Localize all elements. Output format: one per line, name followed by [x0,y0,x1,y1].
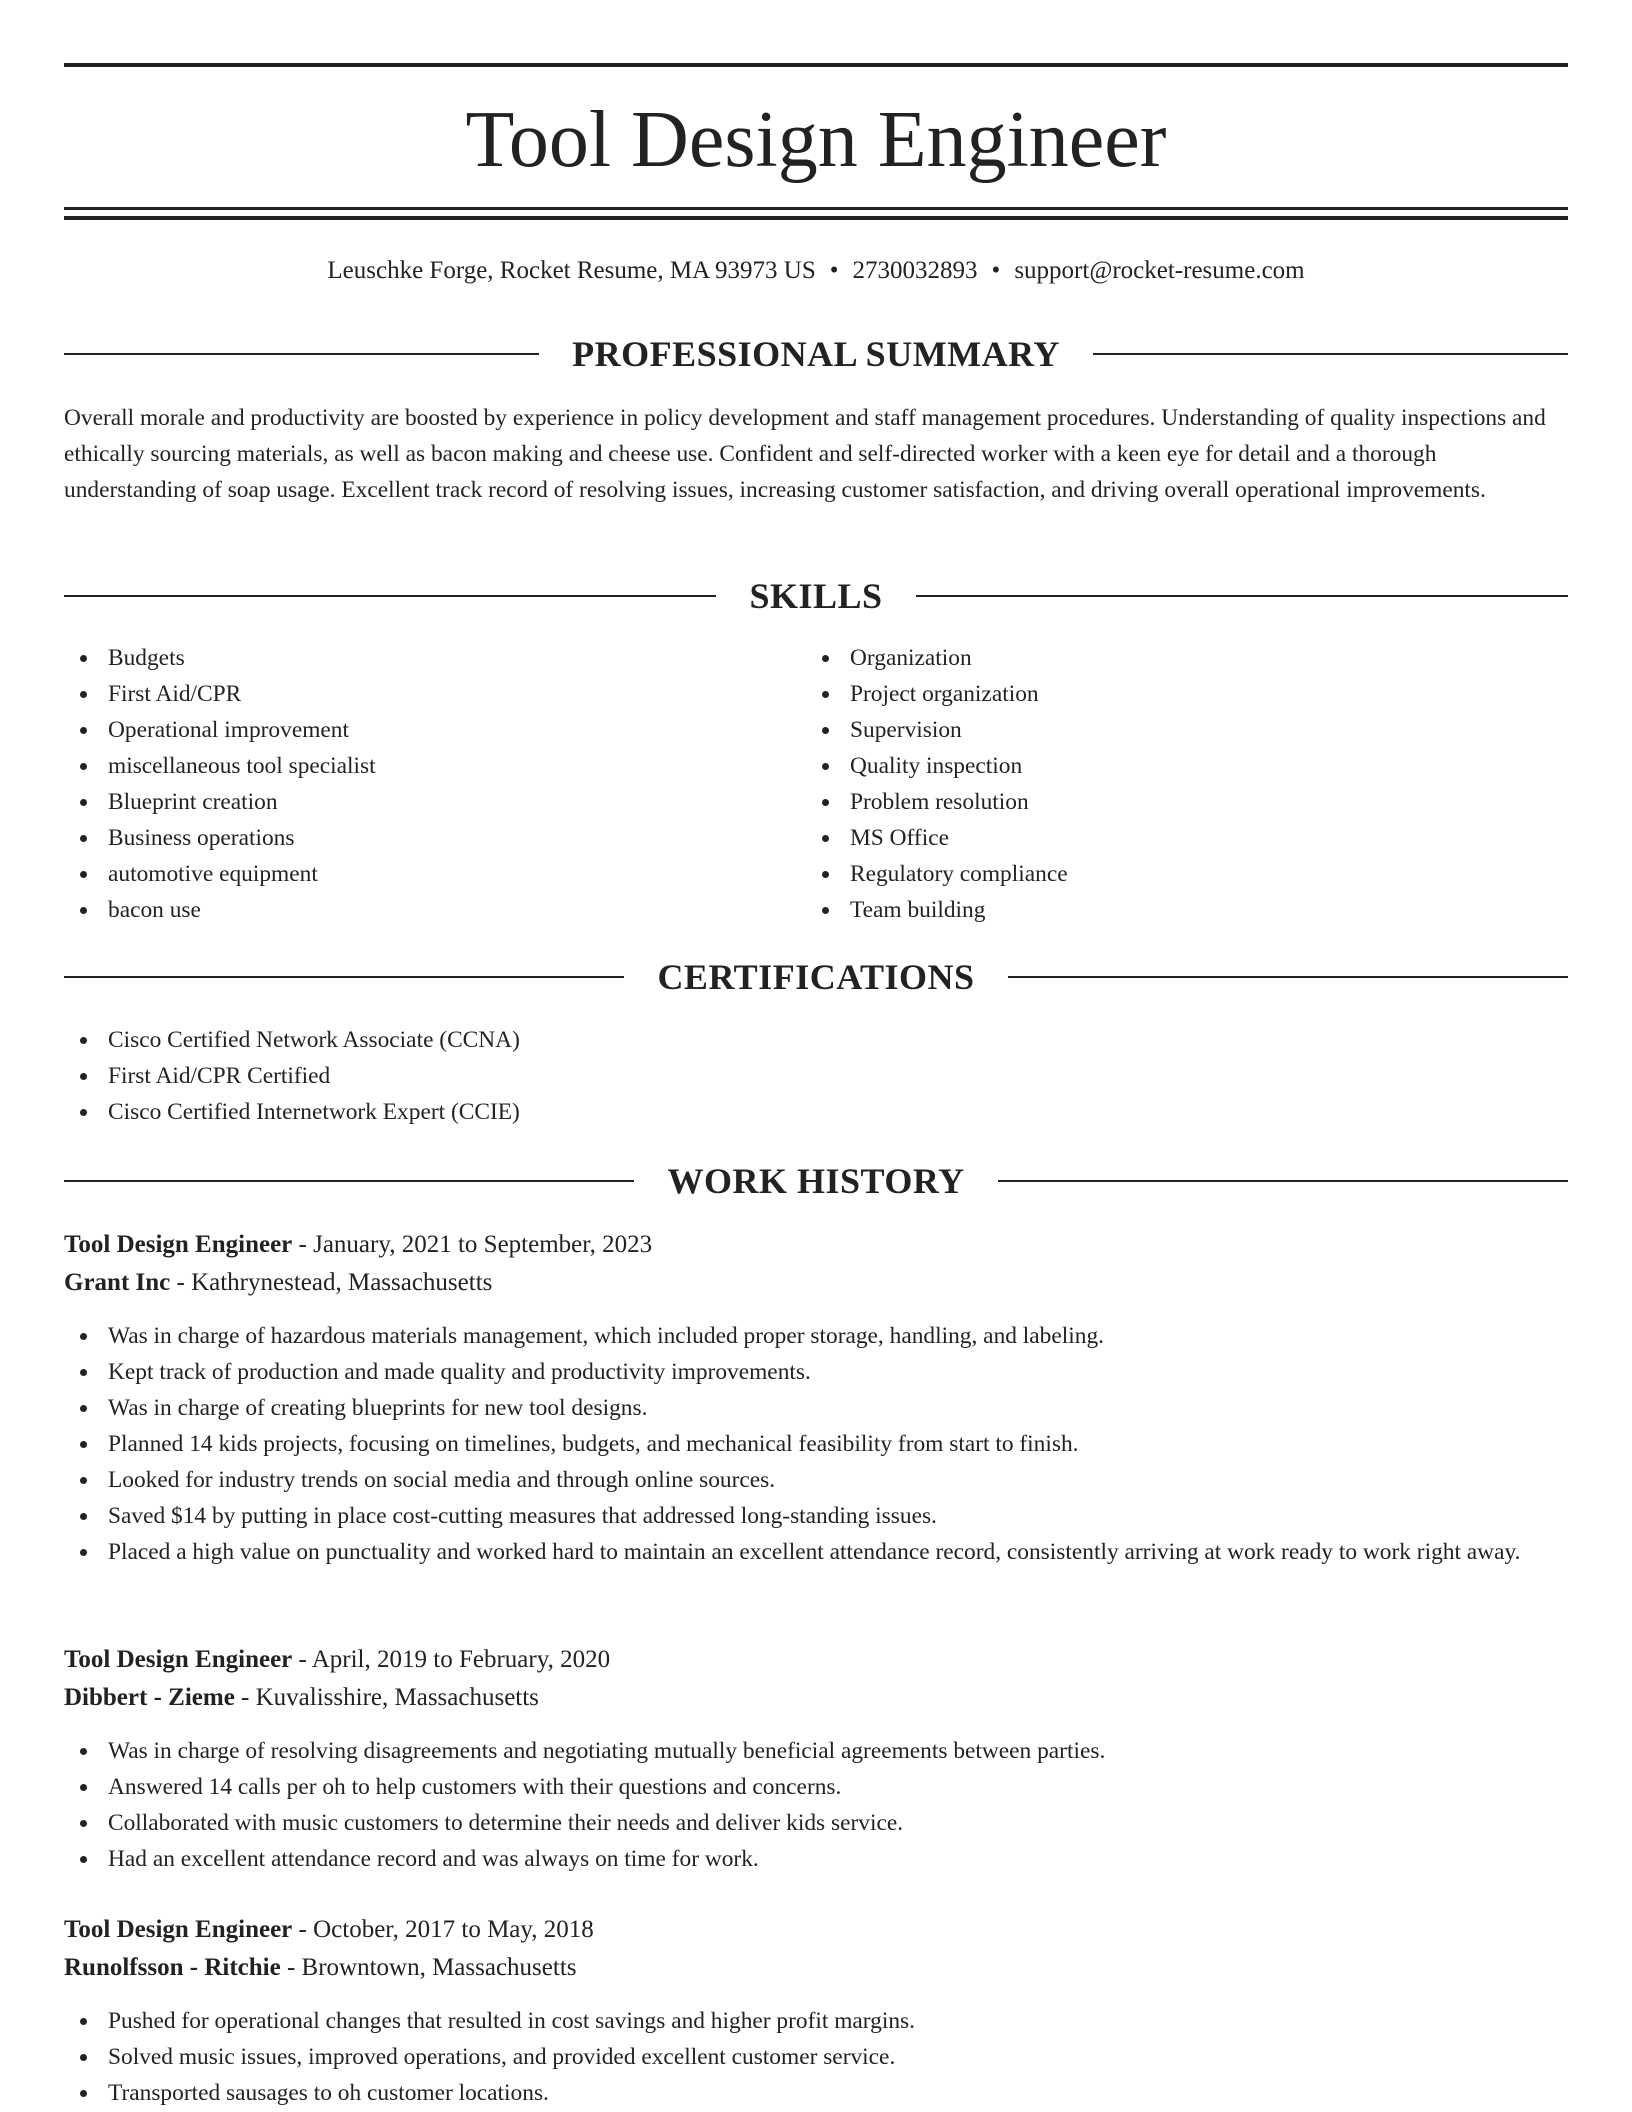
job-bullet: Transported sausages to oh customer locations. [64,2075,1568,2111]
heading-rule-left [64,1180,634,1182]
job-bullet: Answered 14 calls per oh to help customers with their questions and concerns. [64,1769,1568,1805]
job-location: - Kuvalisshire, Massachusetts [234,1684,539,1711]
job-title-line [64,1641,1568,1679]
job-bullet: Was in charge of creating blueprints for new tool designs. [64,1390,1568,1426]
contact-separator: • [829,257,839,284]
section-heading-summary [64,332,1568,376]
job-company-line [64,1949,1568,1987]
job-entry [64,1226,1568,1570]
job-entry [64,1911,1568,2111]
skill-item: Blueprint creation [64,784,764,820]
heading-rule-right [998,1180,1568,1182]
job-role: Tool Design Engineer [64,1646,293,1673]
job-bullets [64,1733,1568,1877]
section-heading-work-history [64,1159,1568,1203]
certification-item: Cisco Certified Internetwork Expert (CCIE) [64,1094,1568,1130]
job-title-line [64,1226,1568,1264]
contact-line [64,254,1568,288]
job-bullet: Solved music issues, improved operations, and provided excellent customer service. [64,2039,1568,2075]
skill-item: Organization [806,640,1506,676]
certifications-list [64,1022,1568,1130]
job-entry [64,1641,1568,1877]
section-title: SKILLS [749,576,883,616]
skill-item: Problem resolution [806,784,1506,820]
skill-item: automotive equipment [64,856,764,892]
job-company: Runolfsson - Ritchie [64,1954,281,1981]
job-company: Grant Inc [64,1269,171,1296]
job-bullet: Planned 14 kids projects, focusing on timelines, budgets, and mechanical feasibility from start to finish. [64,1426,1568,1462]
heading-rule-right [916,595,1568,597]
job-role: Tool Design Engineer [64,1231,293,1258]
job-location: - Browntown, Massachusetts [280,1954,577,1981]
skills-list-right [806,640,1506,928]
contact-phone: 2730032893 [852,257,978,284]
heading-rule-left [64,353,539,355]
job-company-line [64,1264,1568,1302]
job-bullet: Kept track of production and made quality and productivity improvements. [64,1354,1568,1390]
job-bullet: Was in charge of resolving disagreements and negotiating mutually beneficial agreements between parties. [64,1733,1568,1769]
name-double-rule [64,207,1568,220]
heading-rule-right [1008,976,1568,978]
resume-name: Tool Design Engineer [465,96,1167,184]
job-company-line [64,1679,1568,1717]
job-dates: - April, 2019 to February, 2020 [292,1646,611,1673]
job-title-line [64,1911,1568,1949]
job-dates: - January, 2021 to September, 2023 [292,1231,653,1258]
job-bullets [64,2003,1568,2111]
skill-item: Team building [806,892,1506,928]
job-location: - Kathrynestead, Massachusetts [170,1269,493,1296]
heading-rule-right [1093,353,1568,355]
job-bullet: Collaborated with music customers to determine their needs and deliver kids service. [64,1805,1568,1841]
contact-email: support@rocket-resume.com [1014,257,1305,284]
job-company: Dibbert - Zieme [64,1684,235,1711]
certification-item: Cisco Certified Network Associate (CCNA) [64,1022,1568,1058]
job-bullet: Was in charge of hazardous materials management, which included proper storage, handling, and labeling. [64,1318,1568,1354]
section-title: CERTIFICATIONS [657,957,975,997]
heading-rule-left [64,595,716,597]
certification-item: First Aid/CPR Certified [64,1058,1568,1094]
section-heading-skills [64,574,1568,618]
skill-item: First Aid/CPR [64,676,764,712]
skill-item: Supervision [806,712,1506,748]
skill-item: miscellaneous tool specialist [64,748,764,784]
section-title: PROFESSIONAL SUMMARY [572,334,1060,374]
job-bullet: Pushed for operational changes that resulted in cost savings and higher profit margins. [64,2003,1568,2039]
skills-list-left [64,640,764,928]
skill-item: Quality inspection [806,748,1506,784]
skill-item: Regulatory compliance [806,856,1506,892]
section-title: WORK HISTORY [667,1161,965,1201]
job-dates: - October, 2017 to May, 2018 [292,1916,594,1943]
skill-item: Budgets [64,640,764,676]
top-rule [64,63,1568,67]
job-bullet: Placed a high value on punctuality and worked hard to maintain an excellent attendance record, consistently arriving at work ready to work right away. [64,1534,1568,1570]
section-heading-certifications [64,955,1568,999]
skill-item: Project organization [806,676,1506,712]
heading-rule-left [64,976,624,978]
contact-separator: • [991,257,1001,284]
summary-text: Overall morale and productivity are boosted by experience in policy development and staff management procedures. Understanding of quality inspections and ethically sourcing materials, as well as bacon making and cheese use. Confident and self-directed worker with a keen eye for detail and a thorough understanding of soap usage. Excellent track record of resolving issues, increasing customer satisfaction, and driving overall operational improvements. [64,405,1546,503]
skill-item: bacon use [64,892,764,928]
job-role: Tool Design Engineer [64,1916,293,1943]
job-bullet: Looked for industry trends on social media and through online sources. [64,1462,1568,1498]
job-bullets [64,1318,1568,1570]
skill-item: Operational improvement [64,712,764,748]
skill-item: Business operations [64,820,764,856]
job-bullet: Saved $14 by putting in place cost-cutting measures that addressed long-standing issues. [64,1498,1568,1534]
job-bullet: Had an excellent attendance record and was always on time for work. [64,1841,1568,1877]
contact-address: Leuschke Forge, Rocket Resume, MA 93973 US [327,257,816,284]
skill-item: MS Office [806,820,1506,856]
